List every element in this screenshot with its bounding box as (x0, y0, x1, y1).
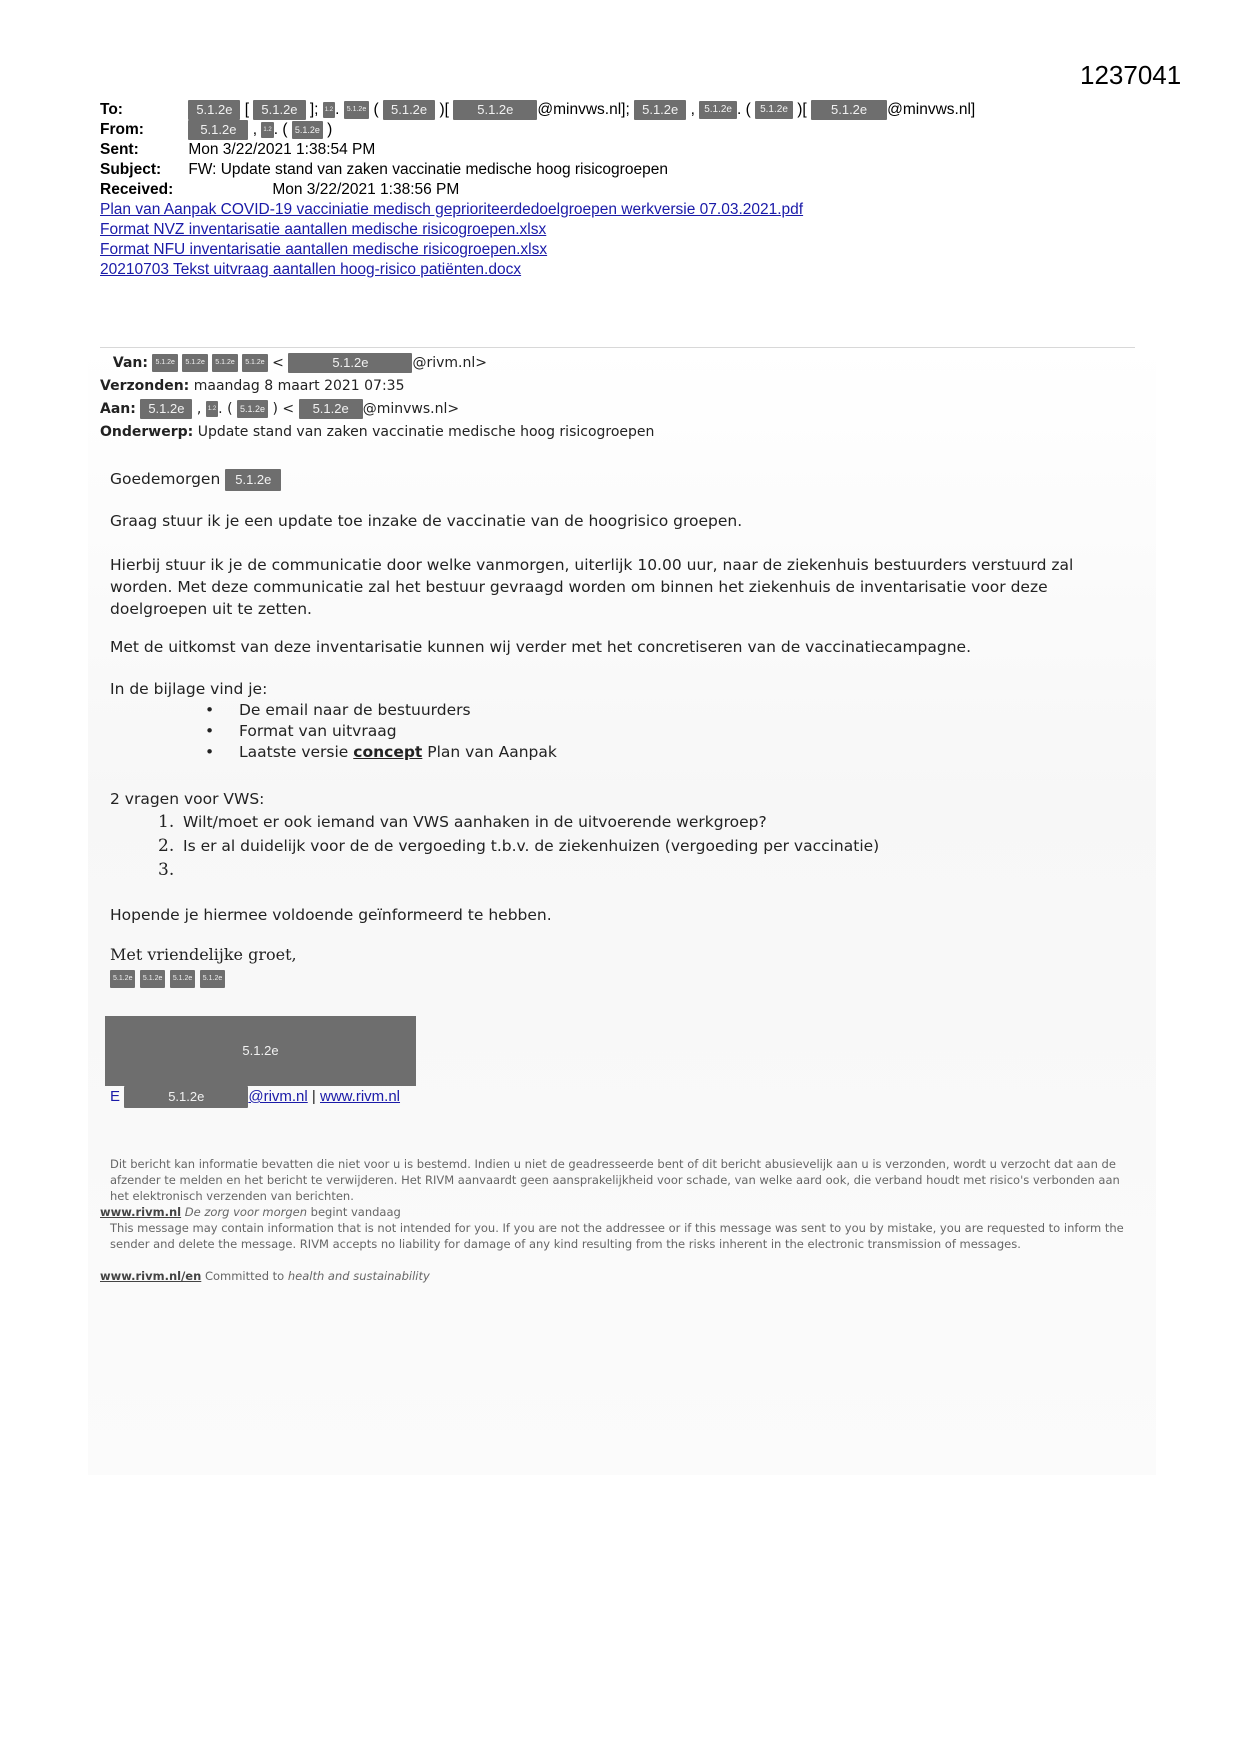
redaction: 5.1.2e (152, 354, 177, 372)
sent-row (100, 140, 975, 160)
verzonden-value: maandag 8 maart 2021 07:35 (193, 378, 405, 394)
van-label: Van: (112, 355, 148, 371)
email-link[interactable]: @rivm.nl (248, 1088, 308, 1105)
disclaimer-nl: Dit bericht kan informatie bevatten die niet voor u is bestemd. Indien u niet de geadresseerde bent of dit bericht abusievelijk aan u is verzonden, wordt u verzocht dat aan de afzender te melden en het bericht te verwijderen. Het RIVM aanvaardt geen aansprakelijkheid voor schade, van welke aard ook, die verband houdt met risico's verbonden aan het elektronisch verzenden van berichten. (110, 1157, 1120, 1203)
outer-email-header (100, 100, 975, 200)
subject-row (100, 160, 975, 180)
aan-domain: @minvws.nl> (362, 401, 460, 417)
vragen-intro: 2 vragen voor VWS: (110, 790, 265, 808)
document-number: 1237041 (1080, 60, 1182, 90)
onderwerp-label: Onderwerp: (100, 424, 194, 440)
redaction: 5.1.2e (292, 121, 323, 139)
redaction: 5.1.2e (188, 100, 240, 120)
redaction: 5.1.2e (124, 1086, 248, 1108)
to-domain: @minvws.nl]; (537, 101, 630, 119)
greeting: Goedemorgen (110, 470, 221, 488)
numbered-list (158, 810, 879, 882)
subject-label: Subject: (100, 161, 162, 178)
redaction: 5.1.2e (288, 353, 412, 373)
redaction: 5.1.2e (383, 100, 435, 120)
aan-label: Aan: (100, 401, 136, 417)
signoff: Met vriendelijke groet, (110, 945, 297, 964)
redaction: 5.1.2e (140, 399, 192, 419)
rivm-link[interactable]: www.rivm.nl (100, 1205, 182, 1219)
redaction: 5.1.2e (699, 101, 737, 119)
to-label: To: (100, 101, 123, 119)
van-domain: @rivm.nl> (412, 355, 487, 371)
list-item: • De email naar de bestuurders (205, 701, 471, 719)
redaction: 5.1.2e (453, 100, 537, 120)
redaction: 5.1.2e (634, 100, 686, 120)
attachment-list (100, 200, 803, 280)
list-item: • Format van uitvraag (205, 722, 397, 740)
to-row: To: 5.1.2e [ 5.1.2e ]; 1.2 . 5.1.2e ( 5.1.2e )[ 5.1.2e @minvws.nl]; 5.1.2e , 5.1.2e . ( 5.1.2e )[ 5.1.2e @minvws.nl] (100, 101, 976, 119)
redaction: 5.1.2e (225, 469, 281, 491)
redaction: 5.1.2e (170, 970, 195, 988)
redaction: 5.1.2e (242, 354, 267, 372)
bullet-list (205, 700, 557, 763)
received-value: Mon 3/22/2021 1:38:56 PM (272, 181, 460, 198)
redaction: 5.1.2e (811, 100, 887, 120)
attachment-link[interactable]: 20210703 Tekst uitvraag aantallen hoog-risico patiënten.docx (100, 261, 522, 278)
redaction: 5.1.2e (212, 354, 237, 372)
verzonden-row (100, 375, 654, 398)
sent-label: Sent: (100, 141, 139, 158)
van-row: Van: 5.1.2e 5.1.2e 5.1.2e 5.1.2e < 5.1.2e @rivm.nl> (100, 352, 654, 375)
bijlage-intro: In de bijlage vind je: (110, 680, 268, 698)
attachment-link[interactable]: Format NFU inventarisatie aantallen medische risicogroepen.xlsx (100, 241, 548, 258)
from-row: From: 5.1.2e , 1.2 . ( 5.1.2e ) (100, 121, 333, 139)
onderwerp-value: Update stand van zaken vaccinatie medische hoog risicogroepen (197, 424, 655, 440)
concept-emphasis: concept (353, 743, 423, 761)
verzonden-label: Verzonden: (100, 378, 190, 394)
email-label: E (110, 1088, 121, 1105)
redaction: 5.1.2e (200, 970, 225, 988)
onderwerp-row (100, 421, 654, 444)
sent-value: Mon 3/22/2021 1:38:54 PM (188, 141, 376, 158)
paragraph: Graag stuur ik je een update toe inzake de vaccinatie van de hoogrisico groepen. (110, 512, 743, 530)
redaction: 5.1.2e (182, 354, 207, 372)
redaction: 1.2 (206, 401, 218, 417)
list-item: 2. Is er al duidelijk voor de de vergoeding t.b.v. de ziekenhuizen (vergoeding per vaccinatie) (158, 836, 880, 856)
list-item: 3. (158, 860, 175, 880)
received-label: Received: (100, 181, 174, 198)
rivm-en-link[interactable]: www.rivm.nl/en (100, 1269, 202, 1283)
attachment-link[interactable]: Format NVZ inventarisatie aantallen medische risicogroepen.xlsx (100, 221, 547, 238)
separator-line (100, 347, 1135, 348)
paragraph: Hierbij stuur ik je de communicatie door welke vanmorgen, uiterlijk 10.00 uur, naar de ziekenhuis bestuurders verstuurd zal worden. Met deze communicatie zal het bestuur gevraagd worden om binnen het ziekenhuis de inventarisatie voor deze doelgroepen uit te zetten. (110, 556, 1074, 618)
redaction: 5.1.2e (755, 101, 793, 119)
received-row (100, 180, 975, 200)
redaction: 5.1.2e (299, 399, 363, 419)
redaction: 5.1.2e (110, 970, 135, 988)
closing-line: Hopende je hiermee voldoende geïnformeerd te hebben. (110, 906, 552, 924)
from-label: From: (100, 121, 144, 139)
signature-name-redactions (110, 970, 225, 988)
inner-email-header (100, 352, 654, 444)
subject-value: FW: Update stand van zaken vaccinatie medische hoog risicogroepen (188, 161, 668, 178)
redaction: 5.1.2e (188, 120, 248, 140)
list-item: • Laatste versie concept Plan van Aanpak (205, 743, 557, 761)
signature-contact-line (110, 1086, 400, 1108)
pipe-separator: | (311, 1088, 316, 1105)
attachment-link[interactable]: Plan van Aanpak COVID-19 vacciniatie medisch geprioriteerdedoelgroepen werkversie 07.03.2021.pdf (100, 201, 804, 218)
disclaimer-en: This message may contain information that is not intended for you. If you are not the addressee or if this message was sent to you by mistake, you are requested to inform the sender and delete the message. RIVM accepts no liability for damage of any kind resulting from the risks inherent in the electronic transmission of messages. (110, 1221, 1124, 1251)
paragraph: Met de uitkomst van deze inventarisatie kunnen wij verder met het concretiseren van de vaccinatiecampagne. (110, 638, 972, 656)
redaction: 5.1.2e (253, 100, 305, 120)
to-domain-end: @minvws.nl] (887, 101, 976, 119)
signature-block-redaction: 5.1.2e (105, 1016, 416, 1086)
greeting-line (110, 468, 1120, 491)
aan-row: Aan: 5.1.2e , 1.2 . ( 5.1.2e ) < 5.1.2e @minvws.nl> (100, 401, 460, 417)
redaction: 1.2 (261, 122, 273, 138)
list-item: 1. Wilt/moet er ook iemand van VWS aanhaken in de uitvoerende werkgroep? (158, 812, 767, 832)
redaction: 1.2 (323, 102, 335, 118)
redaction: 5.1.2e (140, 970, 165, 988)
disclaimer-nl-tagline: www.rivm.nl De zorg voor morgen begint vandaag (100, 1205, 401, 1219)
website-link[interactable]: www.rivm.nl (320, 1088, 401, 1105)
redaction: 5.1.2e (237, 400, 268, 418)
redaction: 5.1.2e (344, 101, 369, 119)
disclaimer-en-tagline: www.rivm.nl/en Committed to health and sustainability (100, 1269, 430, 1283)
